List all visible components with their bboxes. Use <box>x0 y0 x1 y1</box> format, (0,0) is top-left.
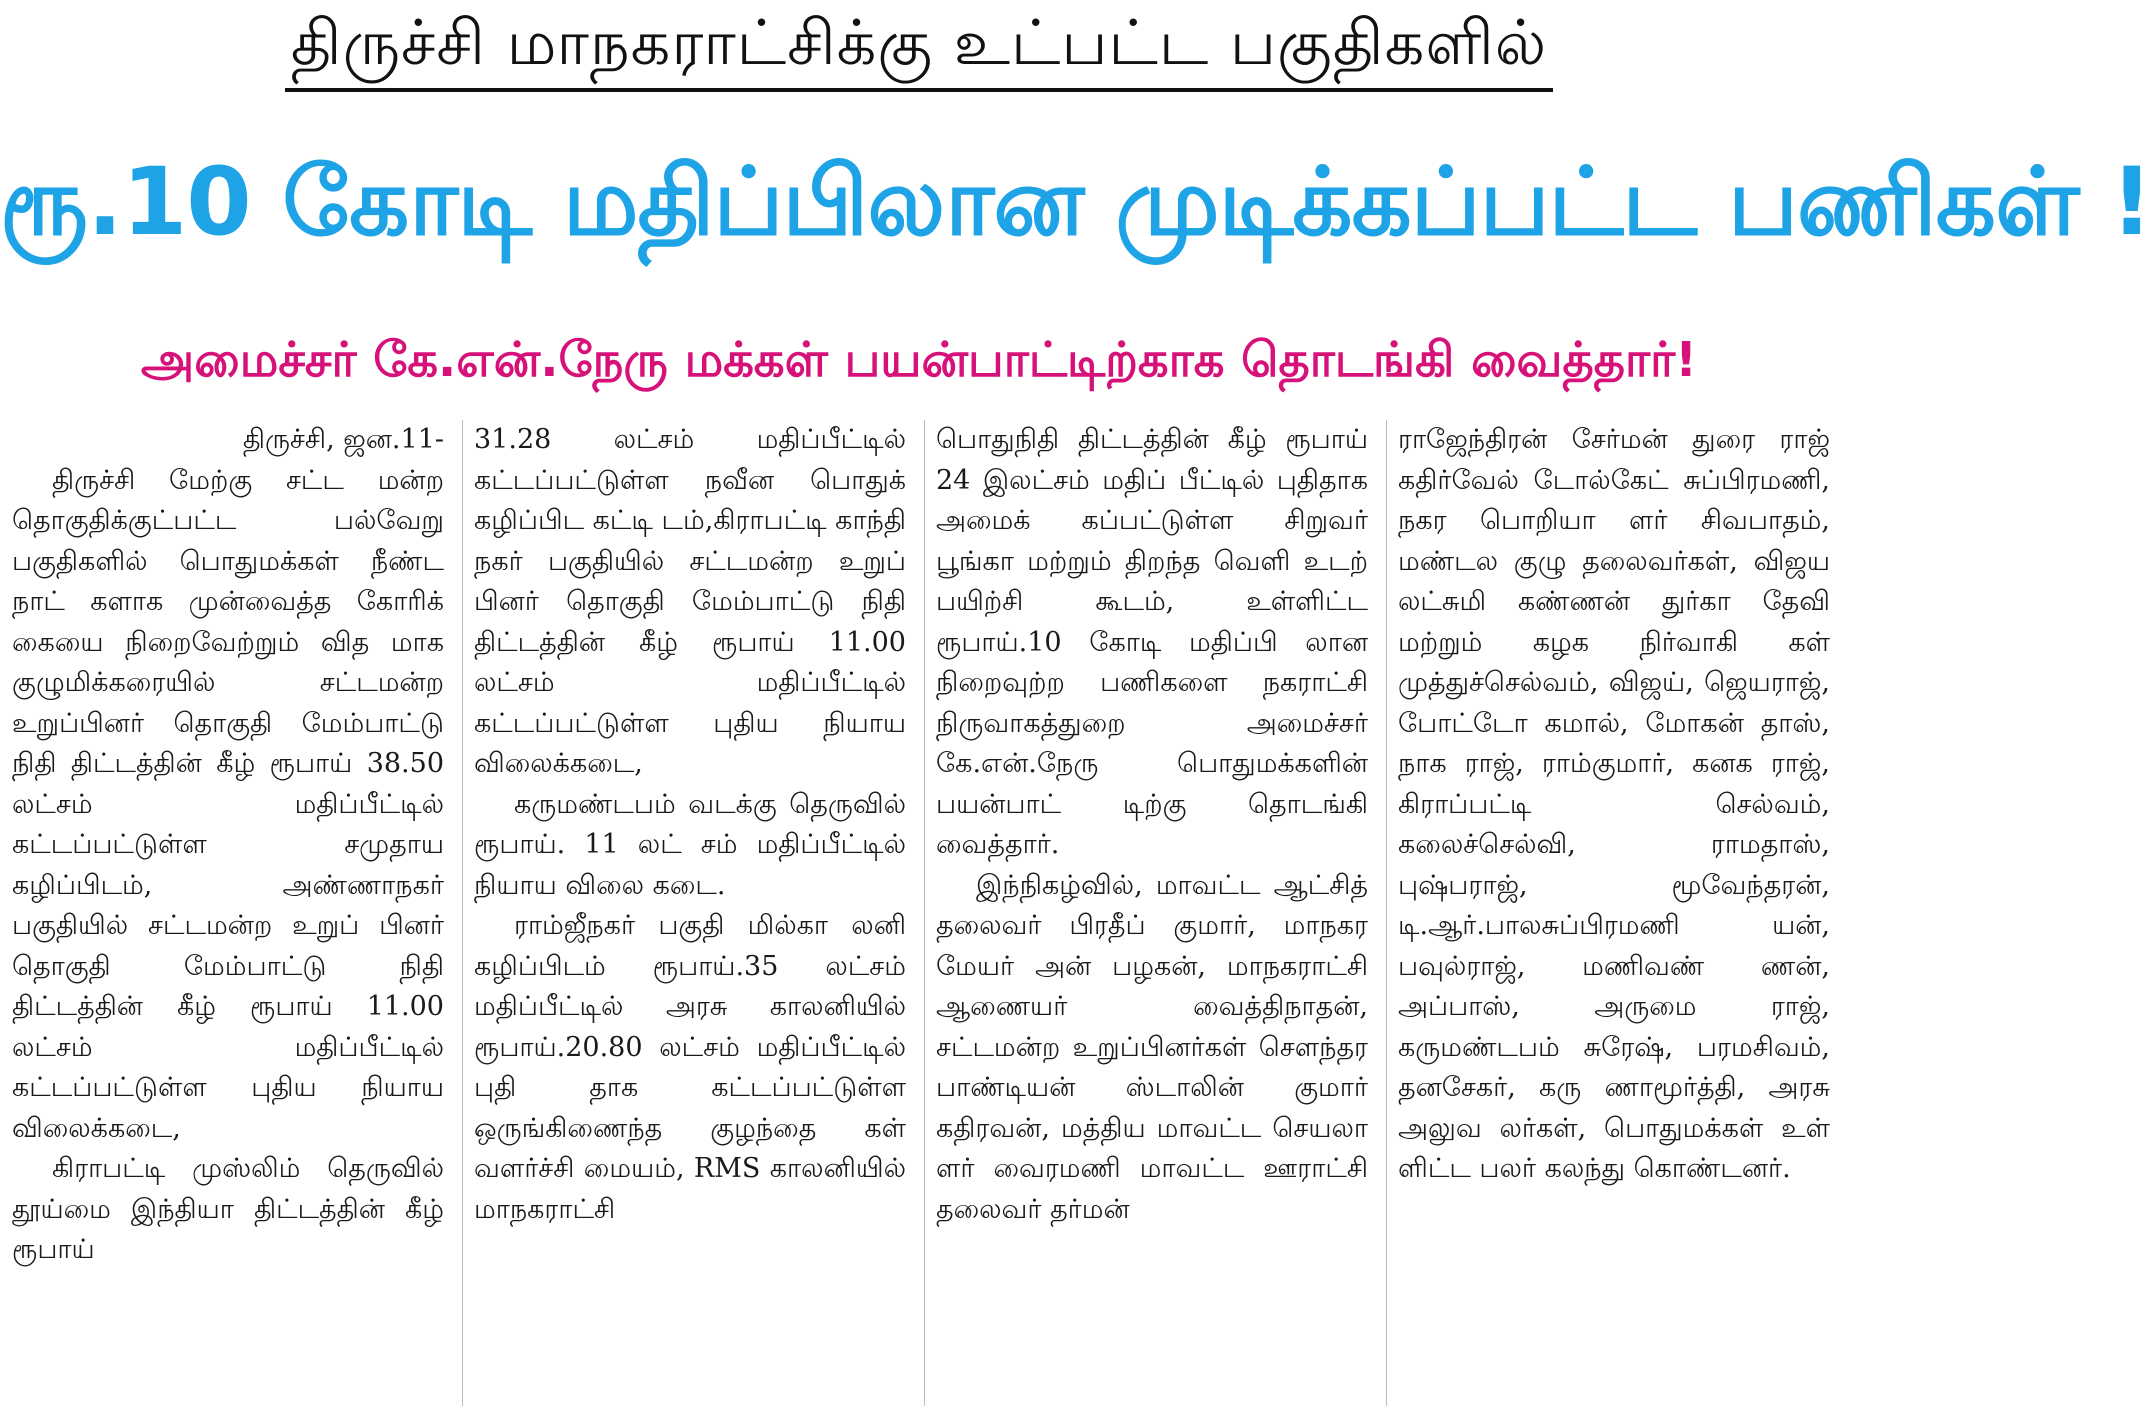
article-paragraph: பொதுநிதி திட்டத்தின் கீழ் ரூபாய் 24 இலட்சம் மதிப் பீட்டில் புதிதாக அமைக் கப்பட்டுள்ள சிறுவர் பூங்கா மற்றும் திறந்த வெளி உடற் பயிற்சி கூடம், உள்ளிட்ட ரூபாய்.10 கோடி மதிப்பி லான நிறைவுற்ற பணிகளை நகராட்சி நிருவாகத்துறை அமைச்சர் கே.என்.நேரு பொதுமக்களின் பயன்பாட் டிற்கு தொடங்கி வைத்தார். <box>936 424 1368 860</box>
article-body <box>12 420 1830 1406</box>
article-paragraph: ராம்ஜீநகர் பகுதி மில்கா லனி கழிப்பிடம் ரூபாய்.35 லட்சம் மதிப்பீட்டில் அரசு காலனியில் ரூபாய்.20.80 லட்சம் மதிப்பீட்டில் புதி தாக கட்டப்பட்டுள்ள ஒருங்கிணைந்த குழந்தை கள் வளர்ச்சி மையம், RMS காலனியில் மாநகராட்சி <box>474 910 906 1225</box>
article-paragraph: ராஜேந்திரன் சேர்மன் துரை ராஜ் கதிர்வேல் டோல்கேட் சுப்பிரமணி, நகர பொறியா ளர் சிவபாதம், மண்டல குழு தலைவர்கள், விஜய லட்சுமி கண்ணன் துர்கா தேவி மற்றும் கழக நிர்வாகி கள் முத்துச்செல்வம், விஜய், ஜெயராஜ், போட்டோ கமால், மோகன் தாஸ், நாக ராஜ், ராம்குமார், கனக ராஜ், கிராப்பட்டி செல்வம், கலைச்செல்வி, ராமதாஸ், புஷ்பராஜ், மூவேந்தரன், டி.ஆர்.பாலசுப்பிரமணி யன், பவுல்ராஜ், மணிவண் ணன், அப்பாஸ், அருமை ராஜ், கருமண்டபம் சுரேஷ், பரமசிவம், தனசேகர், கரு ணாமூர்த்தி, அரசு அலுவ லர்கள், பொதுமக்கள் உள் ளிட்ட பலர் கலந்து கொண்டனர். <box>1398 424 1830 1184</box>
article-column-2 <box>474 420 906 1406</box>
column-divider <box>1386 420 1387 1406</box>
column-divider <box>924 420 925 1406</box>
article-paragraph: திருச்சி மேற்கு சட்ட மன்ற தொகுதிக்குட்பட்ட பல்வேறு பகுதிகளில் பொதுமக்கள் நீண்ட நாட் களாக முன்வைத்த கோரிக் கையை நிறைவேற்றும் வித மாக குழுமிக்கரையில் சட்டமன்ற உறுப்பினர் தொகுதி மேம்பாட்டு நிதி திட்டத்தின் கீழ் ரூபாய் 38.50 லட்சம் மதிப்பீட்டில் கட்டப்பட்டுள்ள சமுதாய கழிப்பிடம், அண்ணாநகர் பகுதியில் சட்டமன்ற உறுப் பினர் தொகுதி மேம்பாட்டு நிதி திட்டத்தின் கீழ் ரூபாய் 11.00 லட்சம் மதிப்பீட்டில் கட்டப்பட்டுள்ள புதிய நியாய விலைக்கடை, <box>12 464 444 1144</box>
article-column-4 <box>1398 420 1830 1406</box>
article-paragraph: கிராபட்டி முஸ்லிம் தெருவில் தூய்மை இந்தியா திட்டத்தின் கீழ் ரூபாய் <box>12 1153 444 1265</box>
column-divider <box>462 420 463 1406</box>
article-column-3 <box>936 420 1368 1406</box>
article-paragraph: கருமண்டபம் வடக்கு தெருவில் ரூபாய். 11 லட் சம் மதிப்பீட்டில் நியாய விலை கடை. <box>474 788 906 901</box>
main-headline: ரூ.10 கோடி மதிப்பிலான முடிக்கப்பட்ட பணிகள் ! <box>0 148 2152 257</box>
sub-headline: அமைச்சர் கே.என்.நேரு மக்கள் பயன்பாட்டிற்காக தொடங்கி வைத்தார்! <box>140 332 1698 388</box>
kicker-text: திருச்சி மாநகராட்சிக்கு உட்பட்ட பகுதிகளில் <box>285 0 1553 92</box>
article-paragraph: இந்நிகழ்வில், மாவட்ட ஆட்சித் தலைவர் பிரதீப் குமார், மாநகர மேயர் அன் பழகன், மாநகராட்சி ஆணையர் வைத்திநாதன், சட்டமன்ற உறுப்பினர்கள் சௌந்தர பாண்டியன் ஸ்டாலின் குமார் கதிரவன், மத்திய மாவட்ட செயலா ளர் வைரமணி மாவட்ட ஊராட்சி தலைவர் தர்மன் <box>936 869 1368 1225</box>
kicker-heading <box>0 0 1838 100</box>
dateline: திருச்சி, ஜன.11- <box>242 424 444 455</box>
article-column-1 <box>12 420 444 1406</box>
article-paragraph: 31.28 லட்சம் மதிப்பீட்டில் கட்டப்பட்டுள்ள நவீன பொதுக் கழிப்பிட கட்டி டம்,கிராபட்டி காந்தி நகர் பகுதியில் சட்டமன்ற உறுப் பினர் தொகுதி மேம்பாட்டு நிதி திட்டத்தின் கீழ் ரூபாய் 11.00 லட்சம் மதிப்பீட்டில் கட்டப்பட்டுள்ள புதிய நியாய விலைக்கடை, <box>474 424 906 779</box>
